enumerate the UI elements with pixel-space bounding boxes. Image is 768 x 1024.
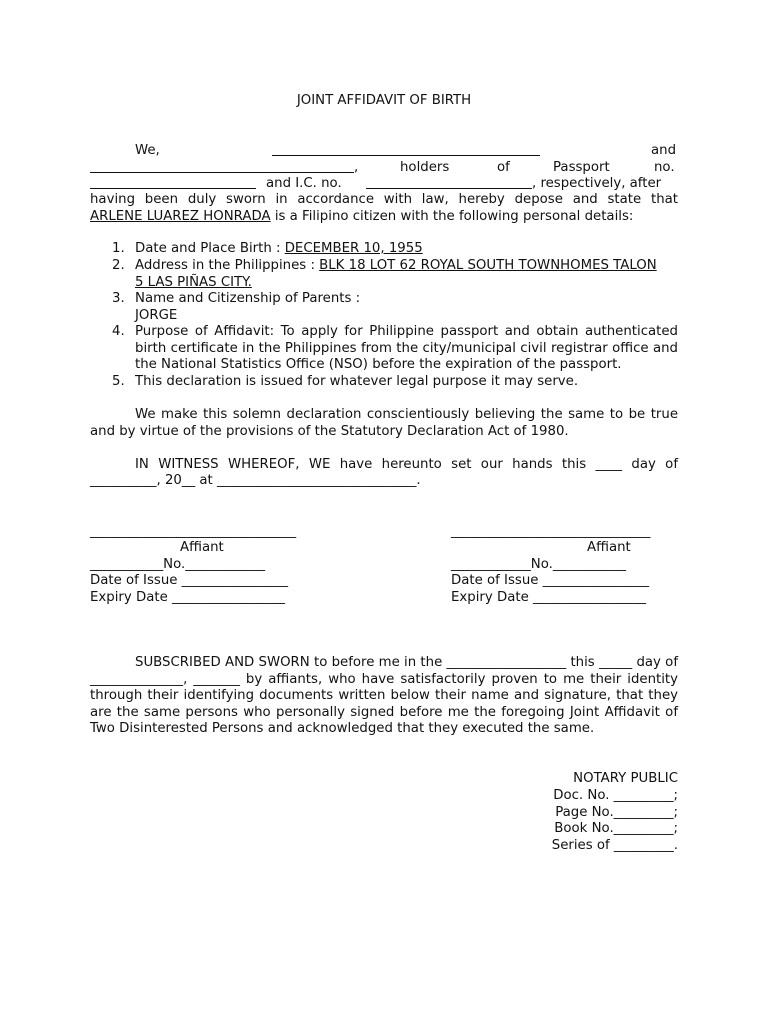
intro-passport: Passport — [553, 160, 610, 175]
intro-no: no. — [654, 160, 675, 175]
list-item — [112, 241, 678, 258]
detail-label: Date and Place Birth : — [135, 241, 285, 256]
list-number: 1. — [112, 241, 125, 256]
notary-page-no: Page No._________; — [555, 805, 678, 820]
ic-blank — [366, 176, 532, 189]
intro-holders: holders — [400, 160, 450, 175]
document-title: JOINT AFFIDAVIT OF BIRTH — [296, 93, 472, 108]
notary-doc-no: Doc. No. _________; — [553, 788, 678, 803]
notary-public-title: NOTARY PUBLIC — [573, 771, 678, 786]
detail-value: DECEMBER 10, 1955 — [284, 241, 423, 256]
affiant-expiry-date: Expiry Date _________________ — [90, 590, 285, 605]
intro-and: and — [651, 143, 677, 158]
comma-1: , — [354, 160, 359, 175]
notary-book-no: Book No._________; — [554, 821, 678, 836]
affiant-label: Affiant — [180, 540, 224, 555]
detail-text: Purpose of Affidavit: To apply for Philippine passport and obtain authenticated birth certificate in the Philippines from the city/municipal civil registrar office and the National Statistics Office (NSO) before the expiration of the passport. — [135, 324, 678, 373]
affiant-signature-line: ______________________________ — [451, 524, 651, 539]
affiant-id-no: ___________No.____________ — [90, 557, 265, 572]
intro-respectively: , respectively, after — [532, 176, 662, 191]
list-number: 3. — [112, 291, 125, 306]
list-item — [112, 291, 678, 324]
detail-text: This declaration is issued for whatever legal purpose it may serve. — [135, 374, 579, 389]
intro-of: of — [497, 160, 510, 175]
detail-label: Name and Citizenship of Parents : — [135, 291, 361, 306]
intro-line4 — [90, 209, 633, 225]
notary-series: Series of _________. — [551, 838, 678, 853]
list-item — [112, 374, 678, 391]
detail-value-cont: 5 LAS PIÑAS CITY. — [135, 274, 252, 290]
detail-value: BLK 18 LOT 62 ROYAL SOUTH TOWNHOMES TALON — [319, 258, 657, 273]
passport-blank — [90, 176, 256, 189]
solemn-declaration: We make this solemn declaration conscientiously believing the same to be true and by virtue of the provisions of the Statutory Declaration Act of 1980. — [90, 407, 678, 439]
affiant-expiry-date: Expiry Date _________________ — [451, 590, 646, 605]
jurat-paragraph: SUBSCRIBED AND SWORN to before me in the __________________ this _____ day of ______________, _______ by affiants, who have satisfactorily proven to me their identity through their identifying documents written below their name and signature, that they are the same persons who personally signed before me the foregoing Joint Affidavit of Two Disinterested Persons and acknowledged that they executed the same. — [90, 655, 678, 737]
intro-line4-rest: is a Filipino citizen with the following personal details: — [270, 209, 634, 224]
name-blank-2 — [90, 160, 354, 173]
affiant-date-of-issue: Date of Issue ________________ — [451, 573, 650, 588]
name-blank-1 — [272, 143, 540, 156]
intro-we: We, — [135, 143, 160, 158]
witness-line1: IN WITNESS WHEREOF, WE have hereunto set our hands this ____ day of — [135, 457, 678, 472]
detail-value: JORGE — [135, 307, 178, 323]
affiant-id-no: ____________No.___________ — [451, 557, 626, 572]
witness-line2: __________, 20__ at ______________________________. — [90, 473, 421, 488]
affiant-label: Affiant — [587, 540, 631, 555]
list-item — [112, 258, 678, 291]
list-item — [112, 324, 678, 374]
intro-line3: having been duly sworn in accordance with law, hereby depose and state that — [90, 192, 678, 207]
subject-name: ARLENE LUAREZ HONRADA — [90, 209, 271, 224]
list-number: 4. — [112, 324, 125, 339]
list-number: 5. — [112, 374, 125, 389]
affiant-signature-line: _______________________________ — [90, 524, 297, 539]
intro-and-ic: and I.C. no. — [266, 176, 342, 191]
list-number: 2. — [112, 258, 125, 273]
affiant-date-of-issue: Date of Issue ________________ — [90, 573, 289, 588]
detail-label: Address in the Philippines : — [135, 258, 320, 273]
